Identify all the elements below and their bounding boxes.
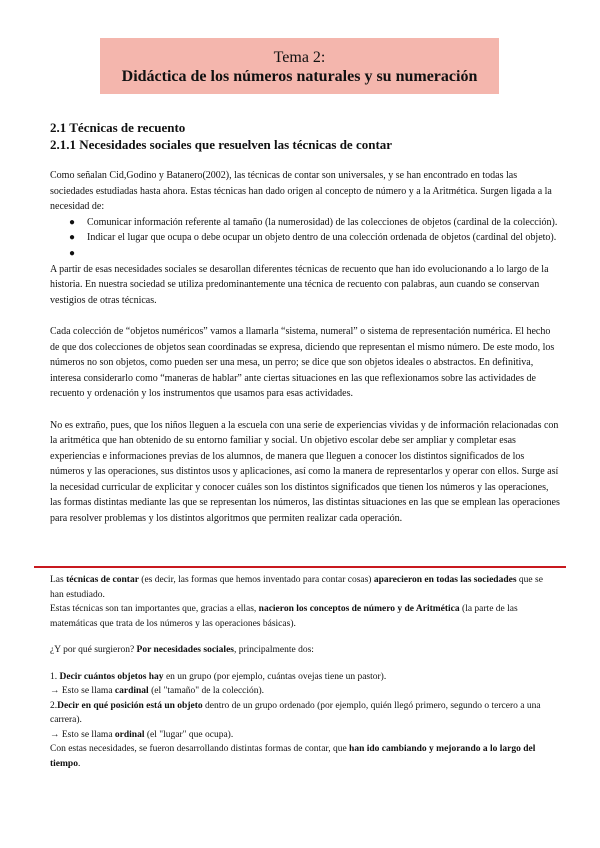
divider-line <box>34 566 566 568</box>
note-line: Las técnicas de contar (es decir, las formas que hemos inventado para contar cosas) aparecieron en todas las sociedades que se han estudiado. <box>50 575 543 600</box>
note-line: → Esto se llama ordinal (el "lugar" que ocupa). <box>50 729 234 740</box>
notes-block <box>50 573 550 771</box>
list-item: ● Comunicar información referente al tamaño (la numerosidad) de las colecciones de objetos (cardinal de la colección). <box>69 216 558 228</box>
title-line-1: Tema 2: <box>273 49 326 66</box>
list-item: ● <box>69 247 76 259</box>
note-line: Con estas necesidades, se fueron desarrollando distintas formas de contar, que han ido cambiando y mejorando a lo largo del tiempo. <box>50 744 536 769</box>
bullet-list <box>50 215 560 262</box>
note-line: → Esto se llama cardinal (el "tamaño" de la colección). <box>50 686 265 696</box>
note-line: ¿Y por qué surgieron? Por necesidades sociales, principalmente dos: <box>50 645 314 655</box>
paragraph-3: Cada colección de “objetos numéricos” vamos a llamarla “sistema, numeral” o sistema de representación numérica. El hecho de que dos colecciones de objetos sean coordinadas se expresa, diciendo que representan el mismo número. De este modo, los números no son objetos, como pueden ser una mesa, un perro; se dice que son objetos ideales o abstractos. En definitiva, interesa considerarlo como “maneras de hablar” ante ciertas situaciones en las que reflexionamos sobre las actividades de recuento y ordenación y los instrumentos que usamos para esas actividades. <box>50 325 555 400</box>
note-line: 1. Decir cuántos objetos hay en un grupo (por ejemplo, cuántas ovejas tiene un pastor). <box>50 671 387 682</box>
subsection-heading: 2.1.1 Necesidades sociales que resuelven las técnicas de contar <box>50 137 393 152</box>
paragraph-4: No es extraño, pues, que los niños lleguen a la escuela con una serie de experiencias vividas y de información relacionadas con la aritmética que han obtenido de su entorno familiar y social. Un objetivo escolar debe ser ampliar y completar esas experiencias e informaciones previas de los alumnos, de manera que lleguen a conocer los distintos significados de los números y las operaciones, sus distintos usos y aplicaciones, así como la manera de representarlos y operar con ellos. Surge así la necesidad curricular de explicitar y conocer cuáles son los distintos significados que tienen los números y las operaciones, las formas distintas mediante las que se representan los números, las distintas situaciones en las que se emplean las operaciones para resolver problemas y los distintos algoritmos que permiten realizar cada operación. <box>50 419 560 525</box>
title-line-2: Didáctica de los números naturales y su numeración <box>121 68 478 85</box>
paragraph-2: A partir de esas necesidades sociales se desarollan diferentes técnicas de recuento que han ido evolucionando a lo largo de la historia. En nuestra sociedad se utiliza predominantemente una técnica de recuento con palabras, aun cuando se conservan vestigios de otras técnicas. <box>50 263 549 306</box>
body-text <box>50 168 560 527</box>
section-heading: 2.1 Técnicas de recuento <box>50 120 186 135</box>
note-line: 2.Decir en qué posición está un objeto dentro de un grupo ordenado (por ejemplo, quién llegó primero, segundo o tercero a una carrera). <box>50 700 541 725</box>
title-banner <box>100 38 499 94</box>
paragraph-1: Como señalan Cid,Godino y Batanero(2002), las técnicas de contar son universales, y se han encontrado en todas las sociedades estudiadas hasta ahora. Estas técnicas han dado origen al concepto de número y a la Aritmética. Surgen ligada a la necesidad de: <box>50 170 552 213</box>
list-item: ● Indicar el lugar que ocupa o debe ocupar un objeto dentro de una colección ordenada de objetos (cardinal del objeto). <box>69 232 557 244</box>
note-line: Estas técnicas son tan importantes que, gracias a ellas, nacieron los conceptos de número y de Aritmética (la parte de las matemáticas que trata de los números y las operaciones básicas). <box>50 604 518 629</box>
